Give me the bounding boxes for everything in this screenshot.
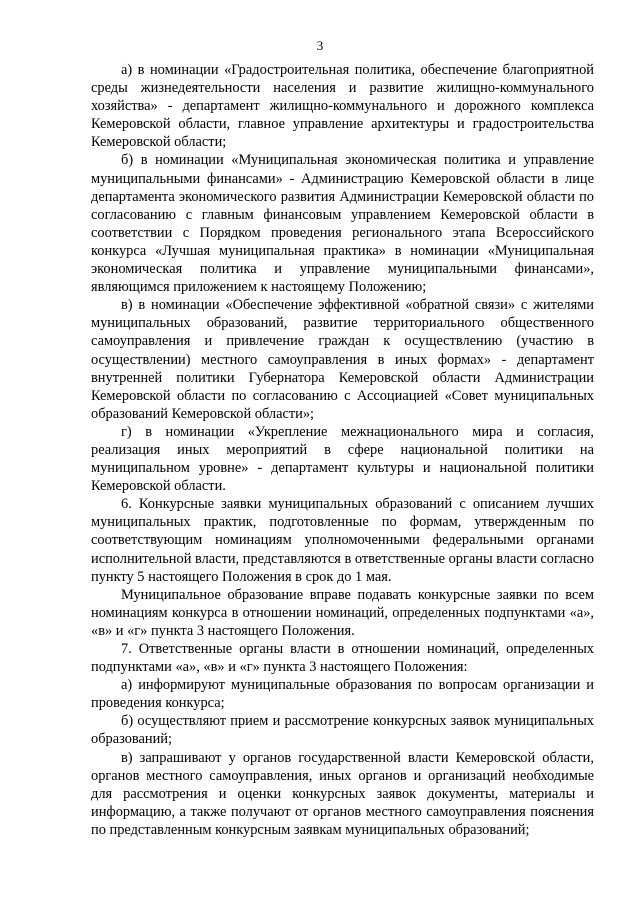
- document-body: [91, 61, 594, 839]
- paragraph-5v: в) в номинации «Обеспечение эффективной «обратной связи» с жителями муниципальных образований, развитие территориального общественного самоуправления и привлечение граждан к осуществлению (участию в осуществлении) местного самоуправления в иных формах» - департамент внутренней политики Губернатора Кемеровской области Администрации Кемеровской области по согласованию с Ассоциацией «Совет муниципальных образований Кемеровской области»;: [91, 297, 594, 422]
- page-number: 3: [316, 38, 324, 53]
- paragraph-7b: б) осуществляют прием и рассмотрение конкурсных заявок муниципальных образований;: [91, 713, 594, 748]
- paragraph-6-note: Муниципальное образование вправе подавать конкурсные заявки по всем номинациям конкурса в отношении номинаций, определенных подпунктами «а», «в» и «г» пункта 3 настоящего Положения.: [91, 586, 594, 639]
- paragraph-5g: г) в номинации «Укрепление межнационального мира и согласия, реализация иных мероприятий в сфере национальной политики на муниципальном уровне» - департамент культуры и национальной политики Кемеровской области.: [91, 423, 594, 495]
- paragraph-6: 6. Конкурсные заявки муниципальных образований с описанием лучших муниципальных практик, подготовленные по формам, утвержденным по соответствующим номинациям уполномоченными федеральными органами исполнительной власти, представляются в ответственные органы власти согласно пункту 5 настоящего Положения в срок до 1 мая.: [91, 496, 594, 585]
- paragraph-5b: б) в номинации «Муниципальная экономическая политика и управление муниципальными финансами» - Администрацию Кемеровской области в лице департамента экономического развития Администрации Кемеровской области по согласованию с главным финансовым управлением Кемеровской области в соответствии с Порядком проведения регионального этапа Всероссийского конкурса «Лучшая муниципальная практика» в номинации «Муниципальная экономическая политика и управление муниципальными финансами», являющимся приложением к настоящему Положению;: [91, 152, 594, 296]
- paragraph-7a: а) информируют муниципальные образования по вопросам организации и проведения конкурса;: [91, 677, 594, 712]
- paragraph-7v: в) запрашивают у органов государственной власти Кемеровской области, органов местного самоуправления, иных органов и организаций необходимые для рассмотрения и оценки конкурсных заявок документы, материалы и информацию, а также получают от органов местного самоуправления пояснения по представленным конкурсным заявкам муниципальных образований;: [91, 749, 594, 838]
- paragraph-7: 7. Ответственные органы власти в отношении номинаций, определенных подпунктами «а», «в» и «г» пункта 3 настоящего Положения:: [91, 641, 594, 676]
- paragraph-5a: а) в номинации «Градостроительная политика, обеспечение благоприятной среды жизнедеятельности населения и развитие жилищно-коммунального хозяйства» - департамент жилищно-коммунального и дорожного комплекса Кемеровской области, главное управление архитектуры и градостроительства Кемеровской области;: [91, 62, 594, 151]
